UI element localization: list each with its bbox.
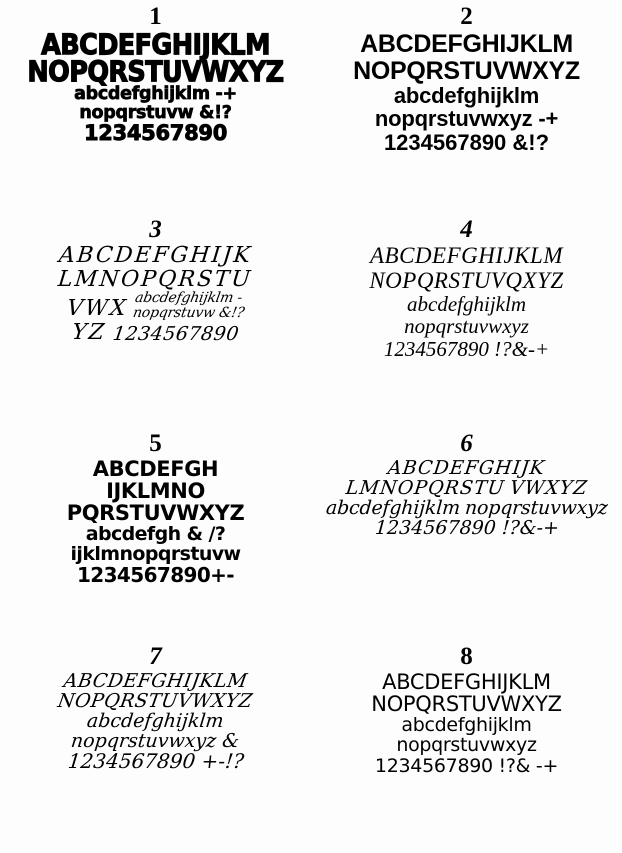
specimen-line: LMNOPQRSTU — [57, 266, 254, 292]
sample-number: 7 — [149, 642, 162, 670]
sample-specimen — [8, 458, 303, 586]
specimen-line: ABCDEFGHIJKLM — [41, 28, 270, 63]
sample-number: 8 — [460, 642, 473, 670]
specimen-line: NOPQRSTUVWXYZ — [27, 55, 284, 90]
sample-specimen — [319, 244, 614, 360]
sample-number: 6 — [460, 429, 473, 457]
sample-specimen — [319, 458, 614, 539]
specimen-line: ABCDEFGHIJKLM — [62, 669, 249, 692]
specimen-line: ijklmnopqrstuvw — [70, 543, 241, 566]
specimen-line: nopqrstuvwxyz & — [70, 730, 241, 753]
font-sample-4[interactable] — [311, 213, 622, 426]
font-sample-3[interactable] — [0, 213, 311, 426]
sample-number: 1 — [149, 3, 162, 30]
specimen-line: nopqrstuvwxyz -+ — [374, 106, 559, 132]
specimen-line: ABCDEFGH — [92, 456, 219, 481]
sample-number: 2 — [460, 3, 473, 30]
sample-number: 4 — [460, 216, 473, 244]
specimen-mixed-row — [8, 321, 303, 344]
sample-specimen — [8, 244, 303, 344]
specimen-line: 1234567890 !?&-+ — [383, 336, 550, 361]
specimen-line: LMNOPQRSTU — [344, 476, 506, 499]
specimen-line: NOPQRSTUVWXYZ — [371, 692, 562, 716]
specimen-line: nopqrstuvwxyz — [404, 314, 529, 339]
specimen-line: 1234567890 !?&-+ — [373, 516, 560, 539]
sample-specimen — [319, 671, 614, 776]
specimen-line: ABCDEFGHIJK — [57, 243, 254, 269]
specimen-line: NOPQRSTUVQXYZ — [369, 267, 564, 293]
font-sample-6[interactable] — [311, 427, 622, 640]
sample-number: 3 — [149, 216, 162, 244]
specimen-line: ABCDEFGHIJKLM — [382, 669, 551, 694]
specimen-line: abcdefghijklm — [324, 496, 461, 519]
specimen-line: NOPQRSTUVWXYZ — [353, 56, 580, 85]
specimen-line: PQRSTUVWXYZ — [66, 501, 245, 525]
font-sample-2[interactable] — [311, 0, 622, 213]
specimen-line: ABCDEFGHIJKLM — [369, 243, 564, 269]
specimen-line: ABCDEFGHIJKLM — [360, 30, 573, 58]
specimen-line: IJKLMNO — [106, 478, 205, 503]
specimen-line: nopqrstuvwxyz — [463, 496, 609, 519]
specimen-line: ABCDEFGHIJK — [386, 456, 547, 479]
specimen-line: nopqrstuvw &!? — [132, 304, 246, 321]
specimen-line: 1234567890 — [83, 121, 228, 146]
specimen-lowercase-block — [133, 291, 244, 321]
specimen-line: 1234567890+- — [76, 562, 235, 587]
font-sample-8[interactable] — [311, 640, 622, 853]
specimen-line: nopqrstuvw &!? — [79, 102, 232, 123]
specimen-line: NOPQRSTUVWXYZ — [56, 689, 255, 712]
specimen-line: 1234567890 &!? — [383, 129, 550, 155]
specimen-line: 1234567890 +-!? — [66, 749, 245, 774]
specimen-line: 1234567890 !?& -+ — [374, 754, 559, 777]
font-sample-5[interactable] — [0, 427, 311, 640]
specimen-line: VWX — [65, 296, 129, 322]
sample-specimen — [319, 31, 614, 154]
specimen-line: 1234567890 — [111, 322, 241, 345]
specimen-line: YZ — [71, 319, 108, 345]
specimen-line: abcdefgh & /? — [85, 523, 226, 546]
specimen-line: nopqrstuvwxyz — [396, 734, 537, 757]
sample-specimen — [8, 671, 303, 773]
specimen-line: VWXYZ — [508, 476, 589, 499]
specimen-line: abcdefghijklm -+ — [74, 84, 237, 105]
specimen-line: abcdefghijklm — [86, 710, 225, 732]
specimen-line: abcdefghijklm — [401, 714, 532, 737]
specimen-line: abcdefghijklm — [393, 83, 540, 108]
sample-number: 5 — [149, 429, 162, 457]
font-sample-1[interactable] — [0, 0, 311, 213]
specimen-mixed-row — [8, 291, 303, 321]
specimen-line: abcdefghijklm - — [134, 289, 244, 306]
font-sample-7[interactable] — [0, 640, 311, 853]
sample-specimen — [8, 28, 303, 146]
specimen-line: abcdefghijklm — [407, 292, 526, 316]
